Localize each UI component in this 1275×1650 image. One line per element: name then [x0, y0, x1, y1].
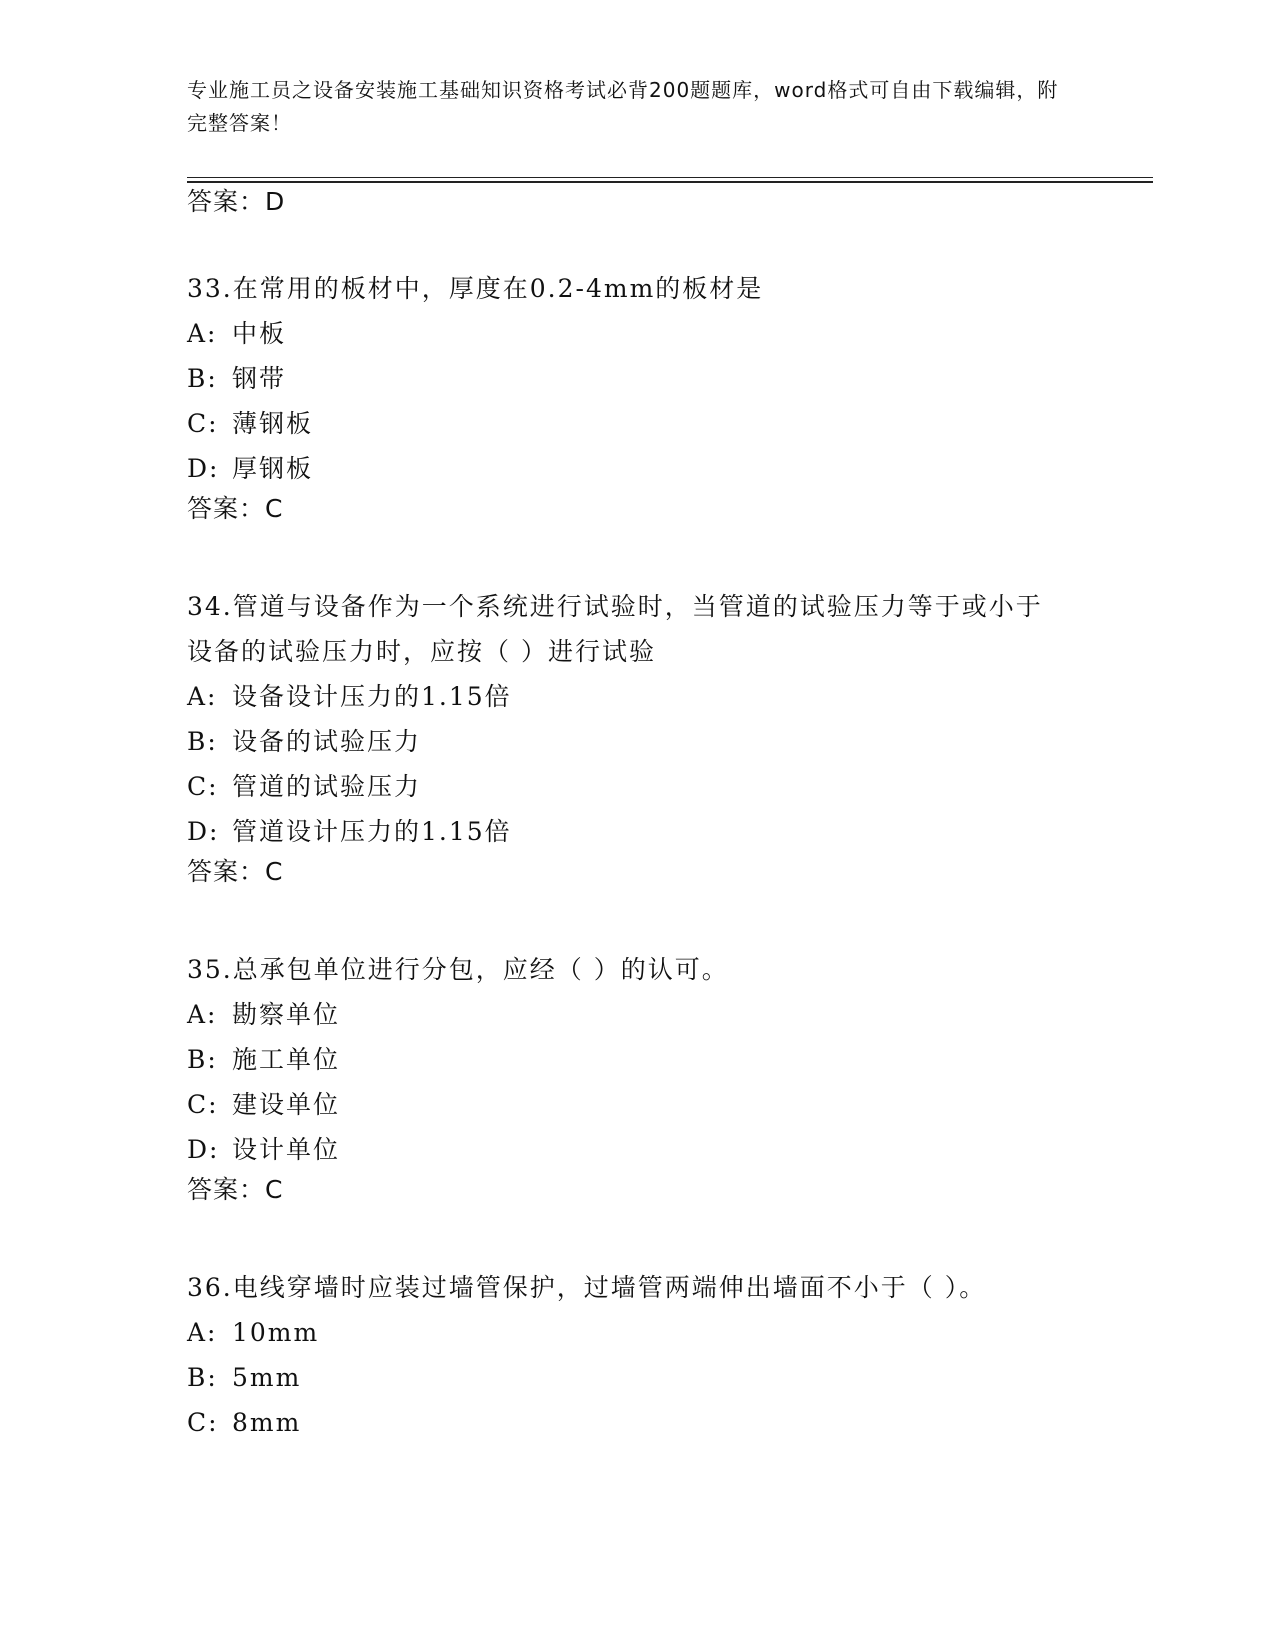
- option-b: [187, 356, 1087, 401]
- question-33: [187, 266, 1087, 525]
- option-a: [187, 992, 1087, 1037]
- option-letter: B:: [187, 727, 218, 756]
- question-34: [187, 584, 1067, 888]
- header-divider: [187, 177, 1153, 178]
- option-list: [187, 992, 1087, 1172]
- question-35: [187, 947, 1087, 1206]
- option-text: 薄钢板: [232, 409, 314, 438]
- option-d: [187, 446, 1087, 491]
- option-letter: B:: [187, 364, 218, 393]
- option-list: [187, 1310, 1087, 1445]
- option-text: 设备设计压力的1.15倍: [232, 682, 512, 711]
- option-letter: C:: [187, 409, 219, 438]
- question-answer: 答案：C: [187, 1175, 284, 1204]
- option-letter: A:: [187, 682, 218, 711]
- option-a: [187, 311, 1087, 356]
- option-c: [187, 401, 1087, 446]
- option-letter: B:: [187, 1045, 218, 1074]
- document-header: 专业施工员之设备安装施工基础知识资格考试必背200题题库，word格式可自由下载编辑，附完整答案！: [187, 78, 1059, 135]
- option-b: [187, 719, 1067, 764]
- question-stem: 33.在常用的板材中，厚度在0.2-4mm的板材是: [187, 274, 764, 303]
- option-text: 5mm: [232, 1363, 302, 1392]
- option-text: 管道设计压力的1.15倍: [232, 817, 512, 846]
- option-list: [187, 311, 1087, 491]
- option-letter: C:: [187, 1090, 219, 1119]
- option-text: 建设单位: [232, 1090, 341, 1119]
- option-letter: D:: [187, 1135, 220, 1164]
- option-text: 10mm: [232, 1318, 320, 1347]
- option-letter: D:: [187, 454, 220, 483]
- option-text: 中板: [232, 319, 287, 348]
- option-b: [187, 1037, 1087, 1082]
- question-stem: 36.电线穿墙时应装过墙管保护，过墙管两端伸出墙面不小于（ ）。: [187, 1273, 987, 1302]
- option-c: [187, 764, 1067, 809]
- option-text: 勘察单位: [232, 1000, 341, 1029]
- option-text: 设备的试验压力: [232, 727, 422, 756]
- option-text: 厚钢板: [232, 454, 314, 483]
- option-d: [187, 809, 1067, 854]
- option-d: [187, 1127, 1087, 1172]
- option-letter: D:: [187, 817, 220, 846]
- option-a: [187, 1310, 1087, 1355]
- question-stem: 35.总承包单位进行分包，应经（ ）的认可。: [187, 955, 729, 984]
- previous-answer: 答案：D: [187, 187, 286, 216]
- option-letter: A:: [187, 319, 218, 348]
- option-letter: C:: [187, 1408, 219, 1437]
- option-letter: A:: [187, 1000, 218, 1029]
- option-c: [187, 1400, 1087, 1445]
- option-text: 施工单位: [232, 1045, 341, 1074]
- question-answer: 答案：C: [187, 494, 284, 523]
- question-36: [187, 1265, 1087, 1445]
- option-text: 8mm: [232, 1408, 302, 1437]
- option-letter: B:: [187, 1363, 218, 1392]
- header-divider-bold: [187, 181, 1153, 183]
- question-answer: 答案：C: [187, 857, 284, 886]
- option-text: 设计单位: [232, 1135, 341, 1164]
- option-text: 管道的试验压力: [232, 772, 422, 801]
- option-list: [187, 674, 1067, 854]
- option-letter: A:: [187, 1318, 218, 1347]
- question-stem: 34.管道与设备作为一个系统进行试验时，当管道的试验压力等于或小于设备的试验压力时，应按（ ）进行试验: [187, 592, 1043, 666]
- option-c: [187, 1082, 1087, 1127]
- option-text: 钢带: [232, 364, 287, 393]
- option-b: [187, 1355, 1087, 1400]
- option-letter: C:: [187, 772, 219, 801]
- option-a: [187, 674, 1067, 719]
